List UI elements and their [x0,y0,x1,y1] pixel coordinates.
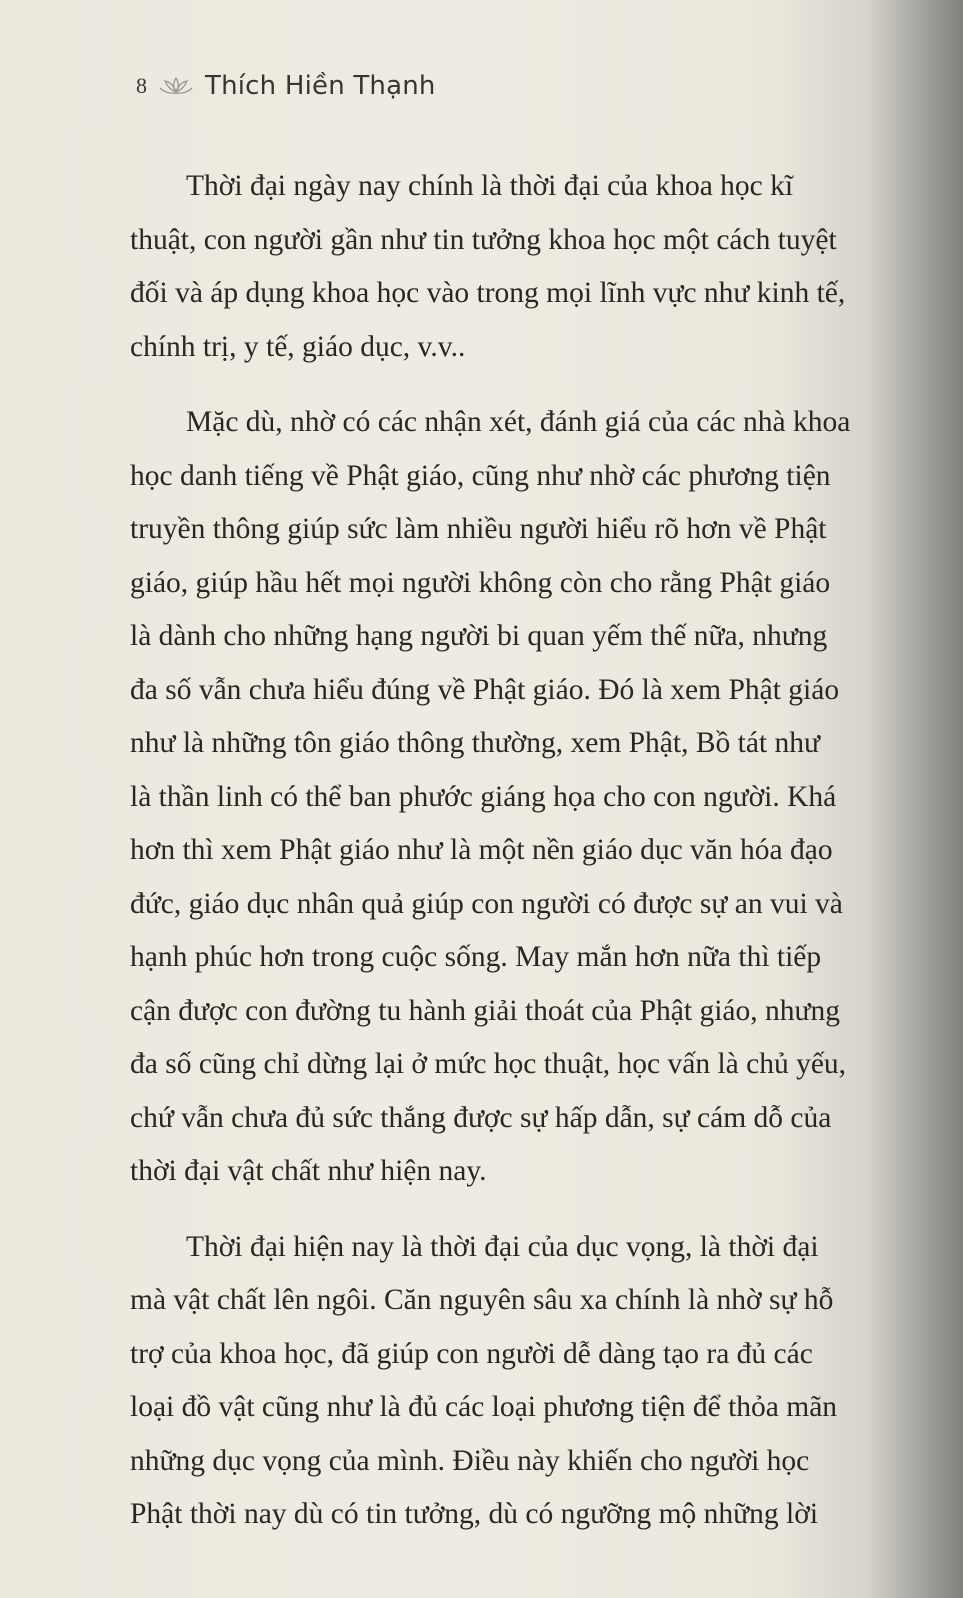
page-header [136,68,436,104]
text-line: cận được con đường tu hành giải thoát của Phật giáo, nhưng [130,994,840,1027]
text-line: đa số cũng chỉ dừng lại ở mức học thuật, học vấn là chủ yếu, [130,1048,847,1080]
text-line: là thần linh có thể ban phước giáng họa cho con người. Khá [130,780,837,813]
text-line: như là những tôn giáo thông thường, xem Phật, Bồ tát như [130,727,820,759]
running-head-author: Thích Hiền Thạnh [205,71,436,101]
text-line: đa số vẫn chưa hiểu đúng về Phật giáo. Đó là xem Phật giáo [130,673,840,706]
text-line: mà vật chất lên ngôi. Căn nguyên sâu xa chính là nhờ sự hỗ [130,1284,834,1316]
text-line: học danh tiếng về Phật giáo, cũng như nhờ các phương tiện [130,459,831,492]
text-line: trợ của khoa học, đã giúp con người dễ dàng tạo ra đủ các [130,1337,813,1370]
body-text [130,160,930,1564]
text-line: hơn thì xem Phật giáo như là một nền giáo dục văn hóa đạo [130,834,833,866]
text-line: Phật thời nay dù có tin tưởng, dù có ngưỡng mộ những lời [130,1498,819,1530]
text-line: loại đồ vật cũng như là đủ các loại phương tiện để thỏa mãn [130,1391,838,1423]
page-number: 8 [136,73,147,98]
paragraph-1 [130,160,930,374]
text-line: hạnh phúc hơn trong cuộc sống. May mắn hơn nữa thì tiếp [130,941,822,973]
text-line: những dục vọng của mình. Điều này khiến cho người học [130,1444,810,1477]
text-line: đức, giáo dục nhân quả giúp con người có được sự an vui và [130,887,843,920]
paragraph-3 [130,1221,930,1542]
paragraph-2 [130,396,930,1199]
lotus-ornament-icon [159,75,193,97]
text-line: Mặc dù, nhờ có các nhận xét, đánh giá của các nhà khoa [186,406,851,438]
text-line: là dành cho những hạng người bi quan yếm thế nữa, nhưng [130,620,828,652]
text-line: chính trị, y tế, giáo dục, v.v.. [130,330,466,363]
text-line: thời đại vật chất như hiện nay. [130,1155,487,1187]
text-line: truyền thông giúp sức làm nhiều người hiểu rõ hơn về Phật [130,513,827,545]
text-line: đối và áp dụng khoa học vào trong mọi lĩnh vực như kinh tế, [130,277,846,309]
text-line: Thời đại hiện nay là thời đại của dục vọng, là thời đại [186,1230,819,1263]
text-line: thuật, con người gần như tin tưởng khoa học một cách tuyệt [130,223,837,256]
text-line: giáo, giúp hầu hết mọi người không còn cho rằng Phật giáo [130,566,831,599]
text-line: Thời đại ngày nay chính là thời đại của khoa học kĩ [186,170,794,202]
text-line: chứ vẫn chưa đủ sức thắng được sự hấp dẫn, sự cám dỗ của [130,1101,832,1134]
